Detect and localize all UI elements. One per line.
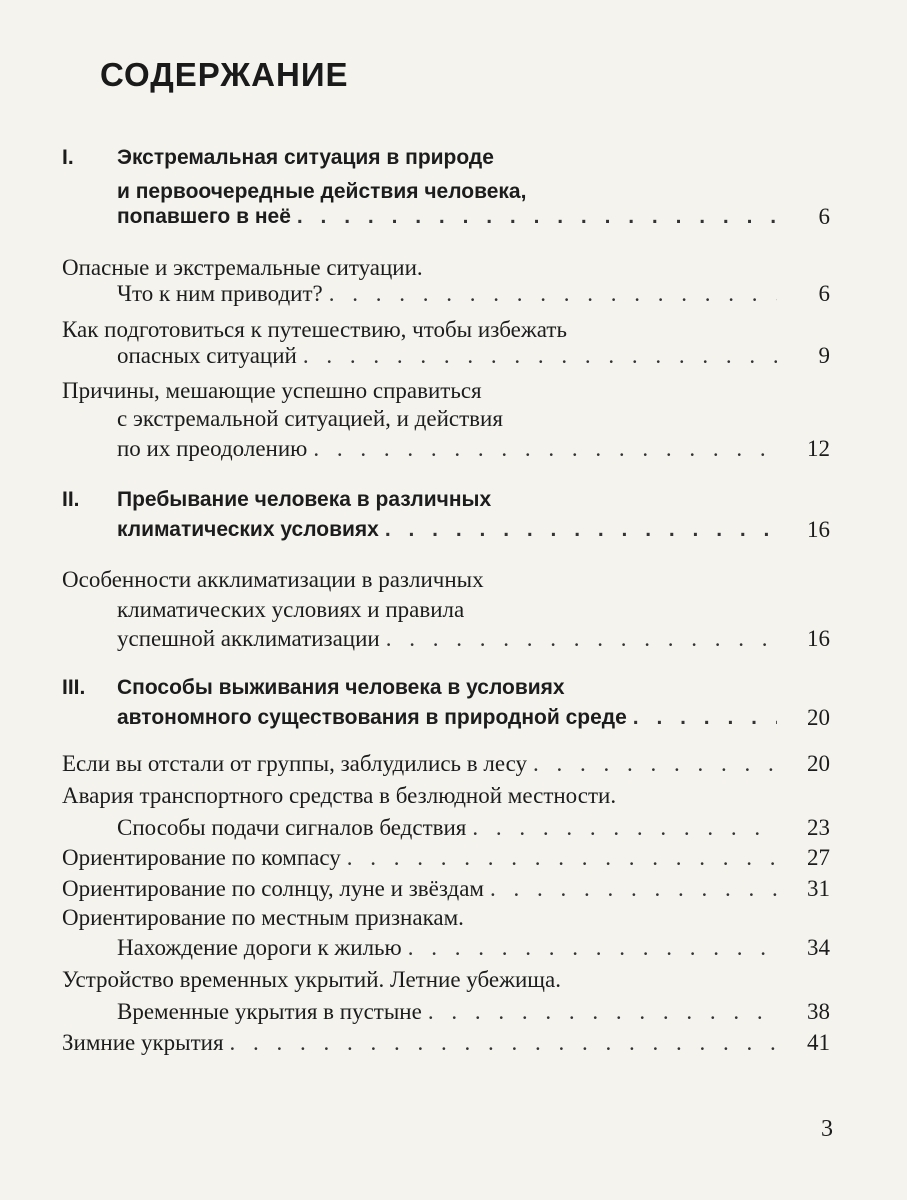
page-ref: 38 <box>807 999 830 1024</box>
page-ref: 23 <box>807 815 830 840</box>
toc-text: опасных ситуаций <box>117 343 297 368</box>
toc-leader-line <box>117 276 777 312</box>
toc-text: успешной акклиматизации <box>117 626 380 651</box>
toc-text: и первоочередные действия человека, <box>117 180 527 203</box>
toc-text: Нахождение дороги к жилью <box>117 935 402 960</box>
page-ref: 20 <box>807 751 830 776</box>
page-ref: 16 <box>807 626 830 651</box>
toc-text: Экстремальная ситуация в природе <box>117 146 494 169</box>
toc-text: Причины, мешающие успешно справиться <box>62 378 482 403</box>
toc-leader-line <box>117 338 777 374</box>
toc-text: автономного существования в природной среде <box>117 706 627 729</box>
page-ref: 12 <box>807 436 830 461</box>
toc-leader-line <box>117 621 777 657</box>
page-ref: 20 <box>807 705 830 730</box>
toc-text: Способы подачи сигналов бедствия <box>117 815 467 840</box>
dot-leader <box>533 746 777 782</box>
dot-leader <box>490 871 777 907</box>
toc-text: Способы выживания человека в условиях <box>117 676 565 699</box>
toc-text: Как подготовиться к путешествию, чтобы избежать <box>62 317 567 342</box>
toc-text: попавшего в неё <box>117 205 291 228</box>
toc-text: климатических условиях <box>117 518 379 541</box>
toc-text: с экстремальной ситуацией, и действия <box>117 406 503 431</box>
page-ref: 27 <box>807 845 830 870</box>
page-ref: 31 <box>807 876 830 901</box>
toc-text: Ориентирование по солнцу, луне и звёздам <box>62 876 484 901</box>
toc-text: климатических условиях и правила <box>117 597 465 622</box>
page-ref: 6 <box>818 204 830 229</box>
dot-leader <box>408 930 777 966</box>
dot-leader <box>303 338 777 374</box>
dot-leader <box>313 431 777 467</box>
toc-text: Если вы отстали от группы, заблудились в лесу <box>62 751 528 776</box>
dot-leader <box>329 276 777 312</box>
section-numeral: II. <box>62 488 80 511</box>
toc-text: Устройство временных укрытий. Летние убежища. <box>62 967 561 992</box>
toc-text: Пребывание человека в различных <box>117 488 492 511</box>
toc-text: Авария транспортного средства в безлюдной местности. <box>62 783 617 808</box>
dot-leader <box>230 1025 777 1061</box>
toc-text: Зимние укрытия <box>62 1030 224 1055</box>
page-title: СОДЕРЖАНИЕ <box>100 56 349 93</box>
dot-leader <box>386 621 777 657</box>
toc-text: Ориентирование по компасу <box>62 845 341 870</box>
toc-text: Ориентирование по местным признакам. <box>62 905 464 930</box>
dot-leader <box>297 199 777 235</box>
toc-leader-line <box>117 512 777 548</box>
page-ref: 41 <box>807 1030 830 1055</box>
page-ref: 16 <box>807 517 830 542</box>
toc-leader-line <box>117 930 777 966</box>
section-numeral: III. <box>62 676 86 699</box>
section-numeral: I. <box>62 146 74 169</box>
toc-text: Временные укрытия в пустыне <box>117 999 422 1024</box>
toc-text: Опасные и экстремальные ситуации. <box>62 255 423 280</box>
page-number: 3 <box>821 1116 833 1142</box>
toc-leader-line <box>117 199 777 235</box>
toc-leader-line <box>117 431 777 467</box>
dot-leader <box>385 512 777 548</box>
page-ref: 9 <box>818 343 830 368</box>
page-ref: 34 <box>807 935 830 960</box>
toc-text: Что к ним приводит? <box>117 281 323 306</box>
toc-leader-line <box>62 746 777 782</box>
page-ref: 6 <box>818 281 830 306</box>
dot-leader <box>633 700 777 736</box>
toc-leader-line <box>117 700 777 736</box>
toc-text: Особенности акклиматизации в различных <box>62 567 484 592</box>
toc-leader-line <box>62 1025 777 1061</box>
toc-text: по их преодолению <box>117 436 308 461</box>
